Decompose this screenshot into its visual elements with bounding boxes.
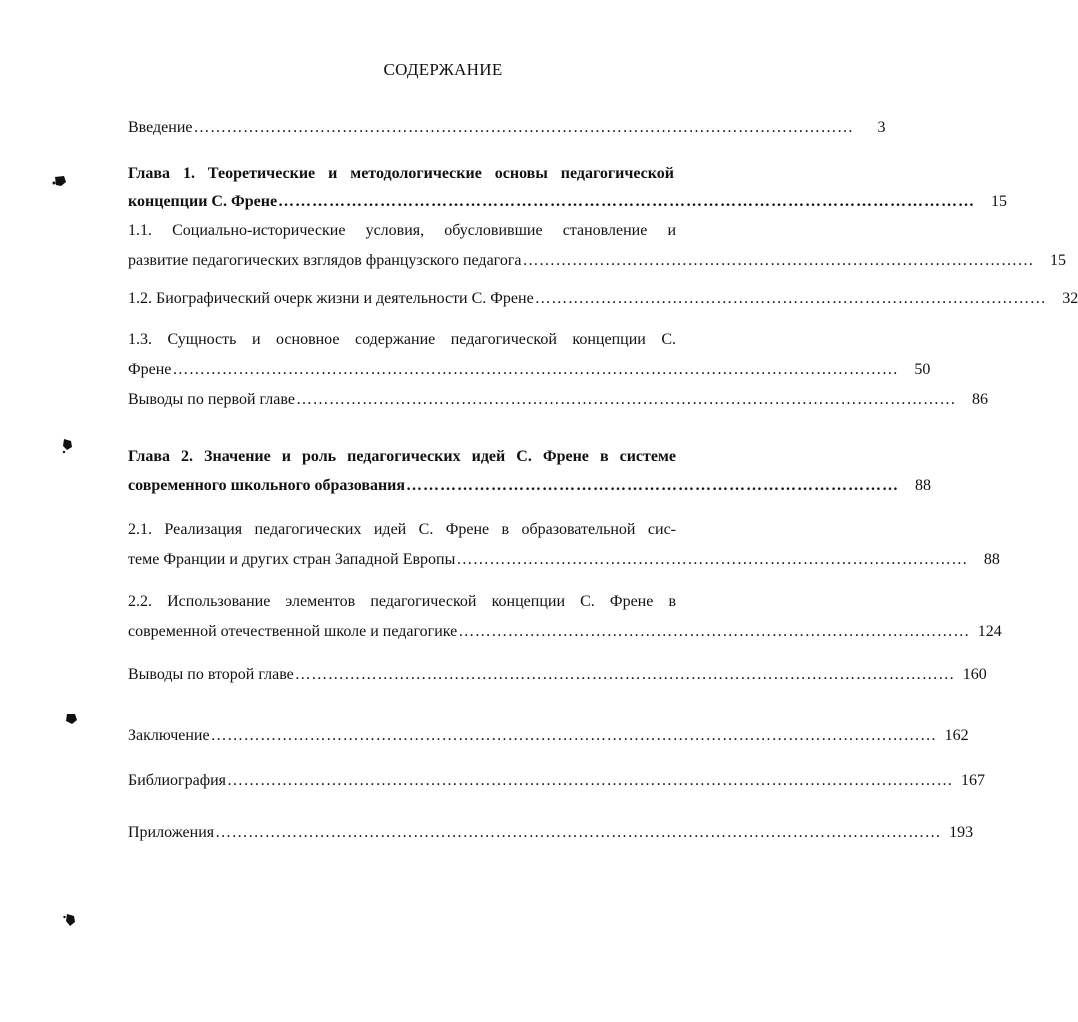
toc-label: Выводы по второй главе (128, 666, 294, 683)
toc-entry-bibliography (128, 771, 985, 791)
toc-entry-intro (128, 118, 886, 138)
toc-entry-1-3 (128, 360, 931, 380)
toc-entry-ch2-line1: Глава 2. Значение и роль педагогических идей С. Френе в системе (128, 448, 676, 465)
toc-page-number: 86 (971, 391, 988, 408)
dot-leader: …………………………………………………………………………………………………………… (278, 193, 976, 210)
toc-label: теме Франции и других стран Западной Европы (128, 551, 456, 568)
toc-entry-1-1 (128, 251, 1066, 271)
toc-page-number: 162 (944, 727, 969, 744)
toc-label: 1.2. Биографический очерк жизни и деятельности С. Френе (128, 290, 534, 307)
dot-leader: ………………………………………………………………………………………………………… (294, 666, 955, 683)
toc-entry-appendices (128, 823, 974, 843)
ink-blot-mark (63, 912, 77, 928)
toc-entry-concl1 (128, 390, 988, 410)
toc-label: Френе (128, 361, 172, 378)
dot-leader: ………………………………………………………………………………………………………… (295, 391, 956, 408)
dot-leader: …………………………………………………………………………… (406, 477, 900, 494)
toc-page-number: 88 (983, 551, 1000, 568)
toc-entry-concl2 (128, 665, 987, 685)
toc-label: Введение (128, 119, 193, 136)
toc-page-number: 193 (949, 824, 974, 841)
toc-page-number: 15 (991, 193, 1008, 210)
toc-entry-ch1-line1: Глава 1. Теоретические и методологические основы педагогической (128, 165, 674, 182)
toc-page-number: 3 (877, 119, 886, 136)
toc-page-number: 15 (1050, 252, 1066, 269)
toc-entry-ch2 (128, 476, 932, 496)
toc-page-number: 124 (977, 623, 1002, 640)
toc-label: современной отечественной школе и педагогике (128, 623, 458, 640)
toc-label: концепции С. Френе (128, 193, 278, 210)
toc-entry-1-3-line1: 1.3. Сущность и основное содержание педагогической концепции С. (128, 331, 676, 348)
dot-leader: ………………………………………………………………………………… (534, 290, 1047, 307)
toc-label: современного школьного образования (128, 477, 406, 494)
dot-leader: …………………………………………………………………………………………………………………… (210, 727, 937, 744)
toc-label: Выводы по первой главе (128, 391, 295, 408)
ink-blot-mark (52, 174, 68, 188)
dot-leader: ………………………………………………………………………………………………………… (193, 119, 854, 136)
toc-page-number: 50 (914, 361, 931, 378)
toc-page-number: 88 (915, 477, 932, 494)
dot-leader: …………………………………………………………………………………………………………………… (227, 772, 953, 789)
dot-leader: …………………………………………………………………………………………………………………… (215, 824, 942, 841)
toc-entry-2-2 (128, 622, 1002, 642)
toc-entry-conclusion (128, 726, 969, 746)
dot-leader: ………………………………………………………………………………… (456, 551, 968, 568)
toc-label: Библиография (128, 772, 226, 789)
toc-page-number: 32 (1062, 290, 1078, 307)
dot-leader: …………………………………………………………………………………………………………………… (172, 361, 899, 378)
toc-entry-2-1 (128, 550, 1000, 570)
toc-page-number: 167 (961, 772, 985, 789)
toc-page-number: 160 (962, 666, 987, 683)
toc-label: Приложения (128, 824, 215, 841)
dot-leader: ………………………………………………………………………………… (522, 252, 1034, 269)
toc-entry-1-1-line1: 1.1. Социально-исторические условия, обусловившие становление и (128, 222, 676, 239)
dot-leader: ………………………………………………………………………………… (458, 623, 970, 640)
page-title: СОДЕРЖАНИЕ (383, 60, 503, 79)
toc-entry-ch1 (128, 192, 1008, 212)
ink-blot-mark (60, 438, 74, 454)
toc-entry-2-1-line1: 2.1. Реализация педагогических идей С. Френе в образовательной сис- (128, 521, 676, 538)
toc-entry-2-2-line1: 2.2. Использование элементов педагогической концепции С. Френе в (128, 593, 676, 610)
toc-label: Заключение (128, 727, 210, 744)
ink-blot-mark (64, 712, 78, 726)
toc-label: развитие педагогических взглядов французского педагога (128, 252, 522, 269)
toc-entry-1-2 (128, 289, 1078, 309)
